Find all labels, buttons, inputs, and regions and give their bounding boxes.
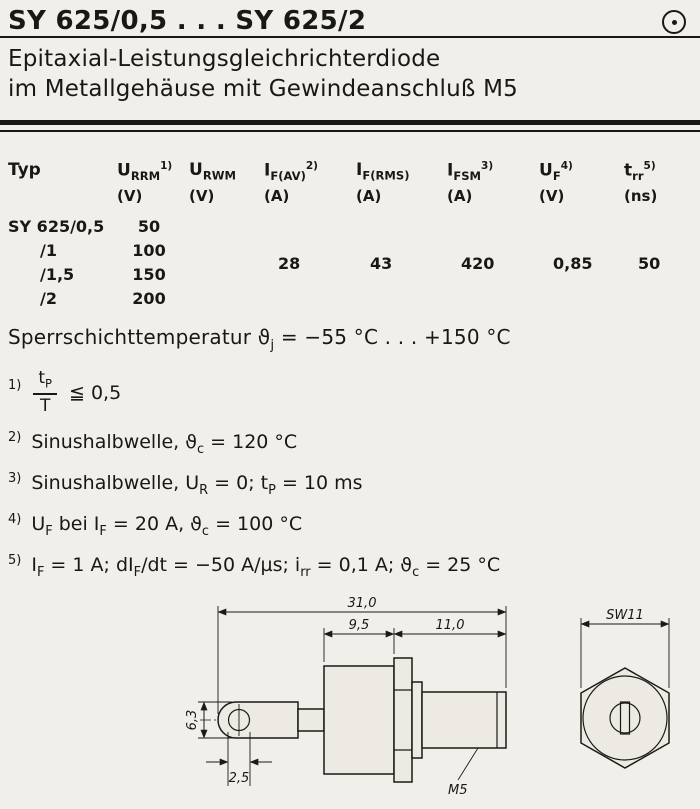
page-title: SY 625/0,5 . . . SY 625/2 <box>8 6 367 36</box>
manufacturer-logo-icon <box>662 10 686 34</box>
urrm-value: 50 <box>137 217 161 237</box>
col-unit-uf: (V) <box>539 187 565 206</box>
ifav-value: 28 <box>278 253 301 273</box>
col-unit-trr: (ns) <box>624 187 658 206</box>
type-name: /2 <box>40 289 57 309</box>
urrm-value: 200 <box>132 289 166 309</box>
col-symbol-ifrms: $I_{F(RMS)}$ <box>356 160 410 183</box>
col-unit-urwm: (V) <box>189 186 215 205</box>
flange-step <box>412 682 422 758</box>
footnote-2-marker: 2) <box>8 430 22 446</box>
package-drawing-svg <box>8 590 700 805</box>
dim-label-body: 9,5 <box>348 617 370 633</box>
thread-label: M5 <box>448 782 468 798</box>
type-name: /1 <box>40 241 57 261</box>
col-header-trr <box>624 160 692 205</box>
type-column <box>8 215 115 311</box>
diode-body <box>324 666 394 774</box>
subtitle-line-2: im Metallgehäuse mit Gewindeanschluß M5 <box>8 76 518 103</box>
logo-dot <box>672 20 677 25</box>
col-header-ifsm <box>447 160 537 205</box>
footnote-4 <box>8 513 692 539</box>
footnote-2-text: Sinushalbwelle, $ϑ_c = 120$ °C <box>31 431 298 458</box>
uf-value: 0,85 <box>553 253 593 273</box>
footnote-3-text: Sinushalbwelle, $U_R = 0$; $t_P = 10$ ms <box>31 472 363 498</box>
dim-label-thread: 11,0 <box>435 617 465 633</box>
thread-leader-line <box>458 748 478 780</box>
col-header-ifrms <box>356 160 445 205</box>
col-symbol-ifsm: $I_{FSM}^{3)}$ <box>447 160 494 184</box>
footnote-5-text: $I_F = 1$ A; $dI_F/dt = -50$ A/µs; $i_{rr} = 0,1$ A; $ϑ_c = 25$ °C <box>31 553 501 580</box>
dim-label-overall: 31,0 <box>347 595 377 611</box>
col-unit-urrm: (V) <box>117 187 143 206</box>
col-symbol-typ: Typ <box>8 160 41 181</box>
divider-thick <box>0 120 700 125</box>
footnote-4-marker: 4) <box>8 512 22 527</box>
ifsm-value: 420 <box>461 253 495 273</box>
trr-value: 50 <box>638 253 661 273</box>
col-unit-ifrms: (A) <box>356 186 382 205</box>
footnote-1-text: ≦ 0,5 <box>68 381 122 404</box>
subtitle <box>8 44 692 106</box>
dim-label-wrench: SW11 <box>606 607 644 623</box>
dim-label-lug: 6,3 <box>185 709 200 730</box>
col-symbol-ifav: $I_{F(AV)}^{2)}$ <box>264 160 319 184</box>
footnote-3 <box>8 472 692 498</box>
hex-flange-side <box>394 658 412 782</box>
col-header-ifav <box>264 160 354 205</box>
urrm-value: 100 <box>132 241 166 261</box>
divider-thin <box>0 130 700 132</box>
lug-shaft <box>298 709 324 731</box>
footnote-4-text: $U_F$ bei $I_F = 20$ A, $ϑ_c = 100$ °C <box>31 513 303 539</box>
junction-temperature-line: Sperrschichttemperatur $ϑ_j = -55$ °C . . . +150 °C <box>8 325 511 354</box>
ratings-table-body <box>8 215 692 311</box>
col-header-urrm <box>117 160 187 205</box>
package-drawing <box>8 590 692 809</box>
footnotes <box>8 369 692 579</box>
footnote-2 <box>8 431 692 457</box>
dim-label-hole: 2,5 <box>228 770 250 786</box>
urrm-column <box>117 215 187 311</box>
footnote-5 <box>8 554 692 580</box>
fraction-denominator: T <box>33 393 57 417</box>
hex-front-view <box>581 668 669 768</box>
page-header <box>8 6 692 36</box>
type-name: /1,5 <box>40 265 75 285</box>
col-symbol-trr: $t_{rr}^{5)}$ <box>624 160 656 184</box>
col-header-typ <box>8 160 115 205</box>
col-header-uf <box>539 160 622 205</box>
col-symbol-urwm: $U_{RWM}$ <box>189 160 236 183</box>
divider-under-title <box>0 36 700 38</box>
subtitle-line-1: Epitaxial-Leistungsgleichrichterdiode <box>8 45 441 72</box>
urwm-cell <box>189 215 262 311</box>
footnote-1 <box>8 369 692 416</box>
ifrms-value: 43 <box>370 253 393 273</box>
type-name: SY 625/0,5 <box>8 217 105 237</box>
footnote-5-marker: 5) <box>8 552 22 568</box>
urrm-value: 150 <box>132 265 166 285</box>
footnote-1-fraction <box>33 369 57 416</box>
col-symbol-uf: $U_F^{4)}$ <box>539 160 573 184</box>
ratings-table-header <box>8 160 692 205</box>
col-header-urwm <box>189 160 262 205</box>
col-unit-ifav: (A) <box>264 187 290 206</box>
col-unit-ifsm: (A) <box>447 187 473 206</box>
footnote-1-marker: 1) <box>8 378 22 394</box>
col-symbol-urrm: $U_{RRM}^{1)}$ <box>117 160 173 184</box>
fraction-numerator: $t_P$ <box>38 368 52 391</box>
solder-lug <box>218 702 298 738</box>
footnote-3-marker: 3) <box>8 471 22 487</box>
threaded-stud <box>422 692 506 748</box>
